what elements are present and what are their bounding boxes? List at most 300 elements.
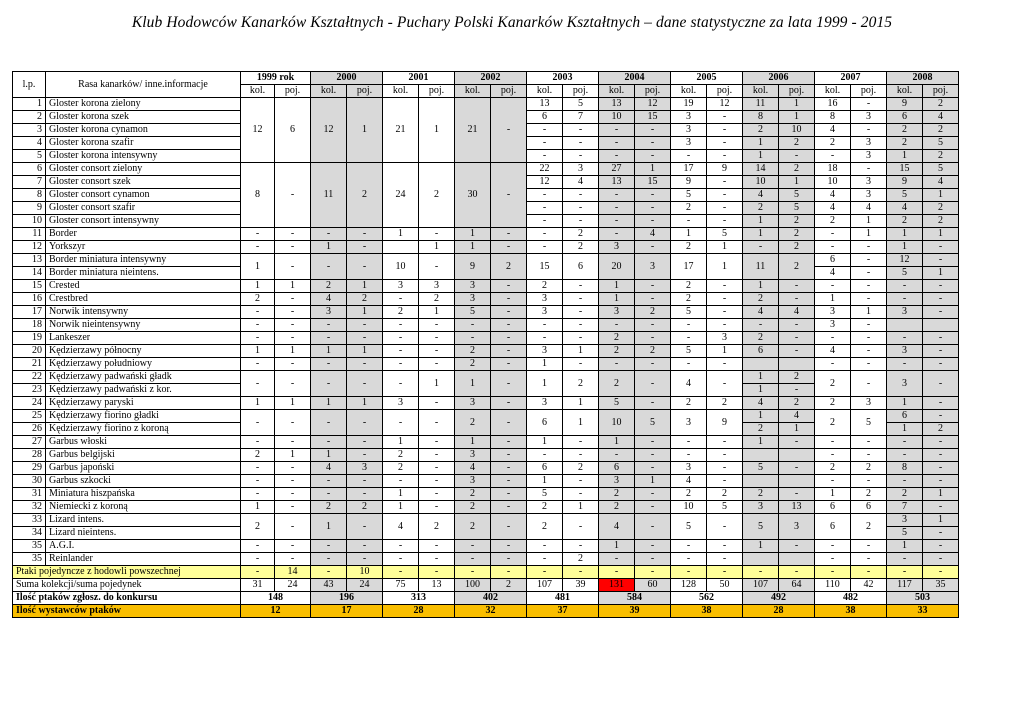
table-cell: 9 — [455, 254, 491, 280]
table-cell: - — [347, 514, 383, 540]
table-cell: - — [241, 553, 275, 566]
grouped-poj: 2 — [419, 163, 455, 228]
table-cell: 2 — [635, 306, 671, 319]
table-cell: - — [491, 410, 527, 436]
table-cell: 33 — [887, 605, 959, 618]
table-cell: - — [311, 553, 347, 566]
row-number: 6 — [13, 163, 46, 176]
table-row — [13, 345, 959, 358]
table-cell: - — [419, 501, 455, 514]
table-cell: 2 — [347, 293, 383, 306]
table-cell: - — [851, 345, 887, 358]
table-cell: 1 — [743, 384, 779, 397]
table-cell: - — [887, 358, 923, 371]
breed-name: Border — [46, 228, 241, 241]
table-cell: 1 — [455, 241, 491, 254]
table-cell: - — [563, 150, 599, 163]
table-cell: - — [707, 371, 743, 397]
table-cell — [779, 553, 815, 566]
table-cell: 1 — [887, 397, 923, 410]
breed-name: Border miniatura nieintens. — [46, 267, 241, 280]
table-cell: - — [923, 345, 959, 358]
table-cell: - — [887, 449, 923, 462]
row-number: 26 — [13, 423, 46, 436]
table-cell: - — [707, 150, 743, 163]
header-poj: poj. — [635, 85, 671, 98]
table-cell: 12 — [887, 254, 923, 267]
table-cell: 1 — [851, 306, 887, 319]
table-cell: - — [779, 384, 815, 397]
table-cell: 14 — [275, 566, 311, 579]
table-cell: - — [887, 553, 923, 566]
breed-name: Miniatura hiszpańska — [46, 488, 241, 501]
table-cell: - — [851, 319, 887, 332]
table-cell: 4 — [743, 189, 779, 202]
table-cell: - — [707, 358, 743, 371]
table-cell: 1 — [563, 345, 599, 358]
table-cell: 8 — [743, 111, 779, 124]
table-cell: - — [527, 189, 563, 202]
table-cell: - — [311, 358, 347, 371]
table-cell: 1 — [743, 137, 779, 150]
table-cell: 6 — [815, 514, 851, 540]
table-cell: - — [707, 566, 743, 579]
grouped-poj: 6 — [275, 98, 311, 163]
table-cell: 2 — [455, 501, 491, 514]
row-number: 20 — [13, 345, 46, 358]
table-cell: - — [743, 566, 779, 579]
table-cell: 2 — [563, 371, 599, 397]
table-cell: - — [455, 553, 491, 566]
table-cell: 1 — [743, 280, 779, 293]
table-cell: - — [599, 449, 635, 462]
table-cell: 1 — [599, 293, 635, 306]
table-cell: 2 — [671, 202, 707, 215]
table-cell: 6 — [887, 111, 923, 124]
table-cell: 3 — [383, 280, 419, 293]
table-cell: 4 — [851, 202, 887, 215]
single-birds-label: Ptaki pojedyncze z hodowli powszechnej — [13, 566, 241, 579]
table-cell: 2 — [491, 254, 527, 280]
table-cell: 2 — [923, 215, 959, 228]
table-cell: 482 — [815, 592, 887, 605]
table-cell: - — [383, 410, 419, 436]
table-cell: - — [347, 449, 383, 462]
table-cell: 3 — [779, 514, 815, 540]
table-cell: - — [815, 280, 851, 293]
row-number: 35 — [13, 553, 46, 566]
table-cell: - — [275, 254, 311, 280]
table-cell: 1 — [563, 410, 599, 436]
table-cell: 2 — [599, 371, 635, 397]
table-cell: - — [635, 137, 671, 150]
table-cell: 1 — [311, 449, 347, 462]
table-cell: 2 — [743, 488, 779, 501]
table-cell: 2 — [887, 488, 923, 501]
table-cell: - — [743, 241, 779, 254]
table-cell: 3 — [455, 475, 491, 488]
table-cell: 3 — [455, 397, 491, 410]
table-cell: - — [707, 176, 743, 189]
table-cell: 1 — [527, 436, 563, 449]
table-cell: - — [815, 436, 851, 449]
table-cell: 1 — [241, 280, 275, 293]
table-cell: 2 — [923, 98, 959, 111]
table-cell: - — [923, 397, 959, 410]
table-cell: 13 — [419, 579, 455, 592]
table-cell: 2 — [743, 293, 779, 306]
table-cell — [779, 475, 815, 488]
table-cell: - — [347, 371, 383, 397]
table-cell: 1 — [923, 514, 959, 527]
table-cell: - — [923, 280, 959, 293]
table-cell: - — [707, 475, 743, 488]
table-cell: 1 — [671, 228, 707, 241]
table-cell: 2 — [491, 579, 527, 592]
table-cell: - — [491, 397, 527, 410]
table-cell: - — [241, 319, 275, 332]
table-cell: - — [491, 436, 527, 449]
table-cell: 2 — [563, 553, 599, 566]
total-birds-row — [13, 592, 959, 605]
table-cell — [743, 475, 779, 488]
table-cell: - — [419, 462, 455, 475]
row-number: 28 — [13, 449, 46, 462]
table-cell: - — [851, 98, 887, 111]
row-number: 5 — [13, 150, 46, 163]
table-cell: 1 — [887, 241, 923, 254]
table-cell: - — [241, 410, 275, 436]
header-poj: poj. — [491, 85, 527, 98]
table-cell: - — [923, 553, 959, 566]
table-cell: - — [851, 267, 887, 280]
table-cell: 6 — [599, 462, 635, 475]
table-cell: 2 — [419, 514, 455, 540]
table-cell: - — [419, 410, 455, 436]
table-cell: 3 — [527, 293, 563, 306]
table-cell: 10 — [599, 410, 635, 436]
table-cell: - — [419, 397, 455, 410]
row-number: 16 — [13, 293, 46, 306]
table-cell: 117 — [887, 579, 923, 592]
table-cell: 3 — [851, 137, 887, 150]
table-cell: 4 — [311, 462, 347, 475]
table-cell: - — [707, 124, 743, 137]
table-cell: - — [241, 358, 275, 371]
table-cell: - — [923, 501, 959, 514]
table-cell: - — [311, 475, 347, 488]
table-cell: 2 — [599, 332, 635, 345]
row-number: 9 — [13, 202, 46, 215]
table-cell — [779, 449, 815, 462]
table-cell: 1 — [815, 293, 851, 306]
table-cell: 1 — [779, 176, 815, 189]
header-row — [13, 72, 959, 85]
table-cell: 107 — [527, 579, 563, 592]
table-cell: 2 — [383, 449, 419, 462]
table-cell: 10 — [815, 176, 851, 189]
table-cell: - — [419, 540, 455, 553]
table-cell: 3 — [455, 280, 491, 293]
table-cell: - — [563, 215, 599, 228]
table-cell: - — [241, 228, 275, 241]
table-cell: - — [275, 488, 311, 501]
grouped-poj: - — [491, 163, 527, 228]
table-cell: - — [815, 553, 851, 566]
table-cell: 1 — [851, 228, 887, 241]
table-row — [13, 397, 959, 410]
table-cell: - — [491, 449, 527, 462]
table-cell: 3 — [527, 306, 563, 319]
table-cell: - — [635, 124, 671, 137]
grouped-kol: 12 — [241, 98, 275, 163]
table-cell: - — [635, 150, 671, 163]
table-cell: - — [887, 566, 923, 579]
table-cell: - — [635, 189, 671, 202]
table-cell: - — [275, 553, 311, 566]
table-cell: 1 — [275, 345, 311, 358]
table-cell: - — [707, 306, 743, 319]
table-cell: 1 — [527, 371, 563, 397]
grouped-kol: 11 — [311, 163, 347, 228]
table-cell: 2 — [311, 280, 347, 293]
table-cell: - — [491, 345, 527, 358]
breed-name: Gloster consort zielony — [46, 163, 241, 176]
row-number: 32 — [13, 501, 46, 514]
table-cell: - — [923, 566, 959, 579]
row-number: 21 — [13, 358, 46, 371]
table-cell: 1 — [311, 345, 347, 358]
row-number: 23 — [13, 384, 46, 397]
table-cell: - — [779, 150, 815, 163]
table-cell: 14 — [743, 163, 779, 176]
header-year: 2005 — [671, 72, 743, 85]
table-cell: - — [275, 501, 311, 514]
table-cell: - — [527, 540, 563, 553]
table-cell: 38 — [815, 605, 887, 618]
breed-name: Crestbred — [46, 293, 241, 306]
table-cell: 4 — [815, 267, 851, 280]
table-cell: 4 — [563, 176, 599, 189]
table-cell: 2 — [383, 306, 419, 319]
table-cell: 1 — [455, 228, 491, 241]
table-cell: - — [851, 332, 887, 345]
table-cell: 1 — [347, 397, 383, 410]
table-cell: 3 — [635, 254, 671, 280]
table-cell: - — [419, 475, 455, 488]
table-cell: - — [707, 137, 743, 150]
row-number: 1 — [13, 98, 46, 111]
header-lp: l.p. — [13, 72, 46, 98]
table-cell: - — [635, 241, 671, 254]
table-cell: - — [241, 306, 275, 319]
table-cell: 2 — [743, 332, 779, 345]
table-cell: - — [563, 475, 599, 488]
table-row — [13, 371, 959, 384]
table-cell: 1 — [743, 228, 779, 241]
table-cell: 2 — [671, 241, 707, 254]
statistics-table — [12, 71, 959, 618]
table-cell: - — [815, 228, 851, 241]
table-cell: 6 — [887, 410, 923, 423]
table-cell: 4 — [599, 514, 635, 540]
table-cell: - — [491, 488, 527, 501]
breed-name: Gloster consort cynamon — [46, 189, 241, 202]
table-cell: 3 — [347, 462, 383, 475]
table-cell: - — [241, 566, 275, 579]
table-cell: 131 — [599, 579, 635, 592]
table-cell: 42 — [851, 579, 887, 592]
table-row — [13, 98, 959, 111]
table-cell: 148 — [241, 592, 311, 605]
table-cell: 22 — [527, 163, 563, 176]
table-cell: 12 — [241, 605, 311, 618]
table-cell: 64 — [779, 579, 815, 592]
row-number: 19 — [13, 332, 46, 345]
table-cell: - — [275, 462, 311, 475]
table-cell: 1 — [923, 228, 959, 241]
table-cell: 1 — [419, 241, 455, 254]
table-cell: - — [851, 358, 887, 371]
breed-name: Crested — [46, 280, 241, 293]
table-cell: - — [347, 488, 383, 501]
table-cell: - — [311, 319, 347, 332]
table-cell: 20 — [599, 254, 635, 280]
table-cell: 1 — [527, 358, 563, 371]
table-cell: 3 — [527, 397, 563, 410]
table-cell: 2 — [815, 397, 851, 410]
table-cell: 5 — [707, 501, 743, 514]
table-cell: - — [347, 332, 383, 345]
table-cell: 2 — [527, 514, 563, 540]
table-cell: - — [815, 241, 851, 254]
table-cell: - — [815, 332, 851, 345]
table-cell: - — [311, 488, 347, 501]
table-row — [13, 319, 959, 332]
table-cell: - — [707, 449, 743, 462]
table-cell: 1 — [383, 228, 419, 241]
table-cell: 6 — [563, 254, 599, 280]
table-cell: 6 — [743, 345, 779, 358]
header-year: 1999 rok — [241, 72, 311, 85]
grouped-kol: 21 — [455, 98, 491, 163]
table-cell: 1 — [383, 436, 419, 449]
table-cell: - — [707, 514, 743, 540]
table-cell: 128 — [671, 579, 707, 592]
table-cell: 3 — [887, 345, 923, 358]
table-cell: 2 — [563, 462, 599, 475]
table-cell: 3 — [671, 410, 707, 436]
header-poj: poj. — [851, 85, 887, 98]
table-cell: - — [815, 475, 851, 488]
header-poj: poj. — [707, 85, 743, 98]
table-cell — [887, 319, 923, 332]
table-cell: - — [383, 566, 419, 579]
table-cell: - — [275, 371, 311, 397]
table-cell: 2 — [671, 280, 707, 293]
table-cell: - — [887, 475, 923, 488]
table-cell: 3 — [599, 306, 635, 319]
grouped-kol: 24 — [383, 163, 419, 228]
table-cell: 1 — [241, 345, 275, 358]
table-cell: - — [707, 553, 743, 566]
row-number: 7 — [13, 176, 46, 189]
table-cell: - — [275, 293, 311, 306]
table-cell: 1 — [743, 540, 779, 553]
breed-name: Kędzierzawy padwański z kor. — [46, 384, 241, 397]
table-row — [13, 410, 959, 423]
table-cell: 3 — [599, 241, 635, 254]
table-cell: - — [599, 358, 635, 371]
table-cell: 2 — [851, 488, 887, 501]
table-cell: 1 — [347, 280, 383, 293]
table-row — [13, 436, 959, 449]
header-kol: kol. — [241, 85, 275, 98]
table-cell: - — [563, 436, 599, 449]
table-cell: - — [491, 514, 527, 540]
grouped-poj: - — [275, 163, 311, 228]
row-number: 22 — [13, 371, 46, 384]
table-cell: 1 — [743, 436, 779, 449]
table-cell: - — [779, 436, 815, 449]
table-cell: 2 — [815, 462, 851, 475]
table-cell: - — [419, 228, 455, 241]
table-cell: - — [563, 280, 599, 293]
table-cell: 15 — [887, 163, 923, 176]
header-kol: kol. — [887, 85, 923, 98]
table-cell: - — [419, 436, 455, 449]
table-cell: - — [491, 306, 527, 319]
table-cell: 3 — [671, 111, 707, 124]
table-cell: 2 — [743, 124, 779, 137]
table-cell: 2 — [815, 215, 851, 228]
table-cell: 1 — [311, 514, 347, 540]
table-cell: - — [275, 436, 311, 449]
table-cell: 60 — [635, 579, 671, 592]
table-cell: - — [635, 553, 671, 566]
breed-name: A.G.I. — [46, 540, 241, 553]
table-cell: - — [779, 319, 815, 332]
header-year: 2003 — [527, 72, 599, 85]
table-cell: 6 — [851, 501, 887, 514]
breed-name: Lankeszer — [46, 332, 241, 345]
header-kol: kol. — [383, 85, 419, 98]
table-cell: - — [707, 280, 743, 293]
table-cell: - — [635, 540, 671, 553]
table-cell: 1 — [419, 371, 455, 397]
table-cell: 3 — [599, 475, 635, 488]
table-cell: - — [347, 228, 383, 241]
breed-name: Garbus japoński — [46, 462, 241, 475]
table-cell: 3 — [419, 280, 455, 293]
table-cell: 3 — [707, 332, 743, 345]
table-cell: 2 — [383, 462, 419, 475]
table-cell: - — [851, 293, 887, 306]
table-cell: 313 — [383, 592, 455, 605]
single-birds-row — [13, 566, 959, 579]
table-cell: 3 — [851, 189, 887, 202]
table-cell: - — [815, 540, 851, 553]
table-cell: - — [383, 345, 419, 358]
row-number: 27 — [13, 436, 46, 449]
table-cell: 1 — [527, 475, 563, 488]
table-cell: 13 — [527, 98, 563, 111]
table-cell: 5 — [527, 488, 563, 501]
table-cell: 15 — [635, 176, 671, 189]
row-number: 4 — [13, 137, 46, 150]
table-cell: - — [275, 332, 311, 345]
table-cell: - — [419, 358, 455, 371]
